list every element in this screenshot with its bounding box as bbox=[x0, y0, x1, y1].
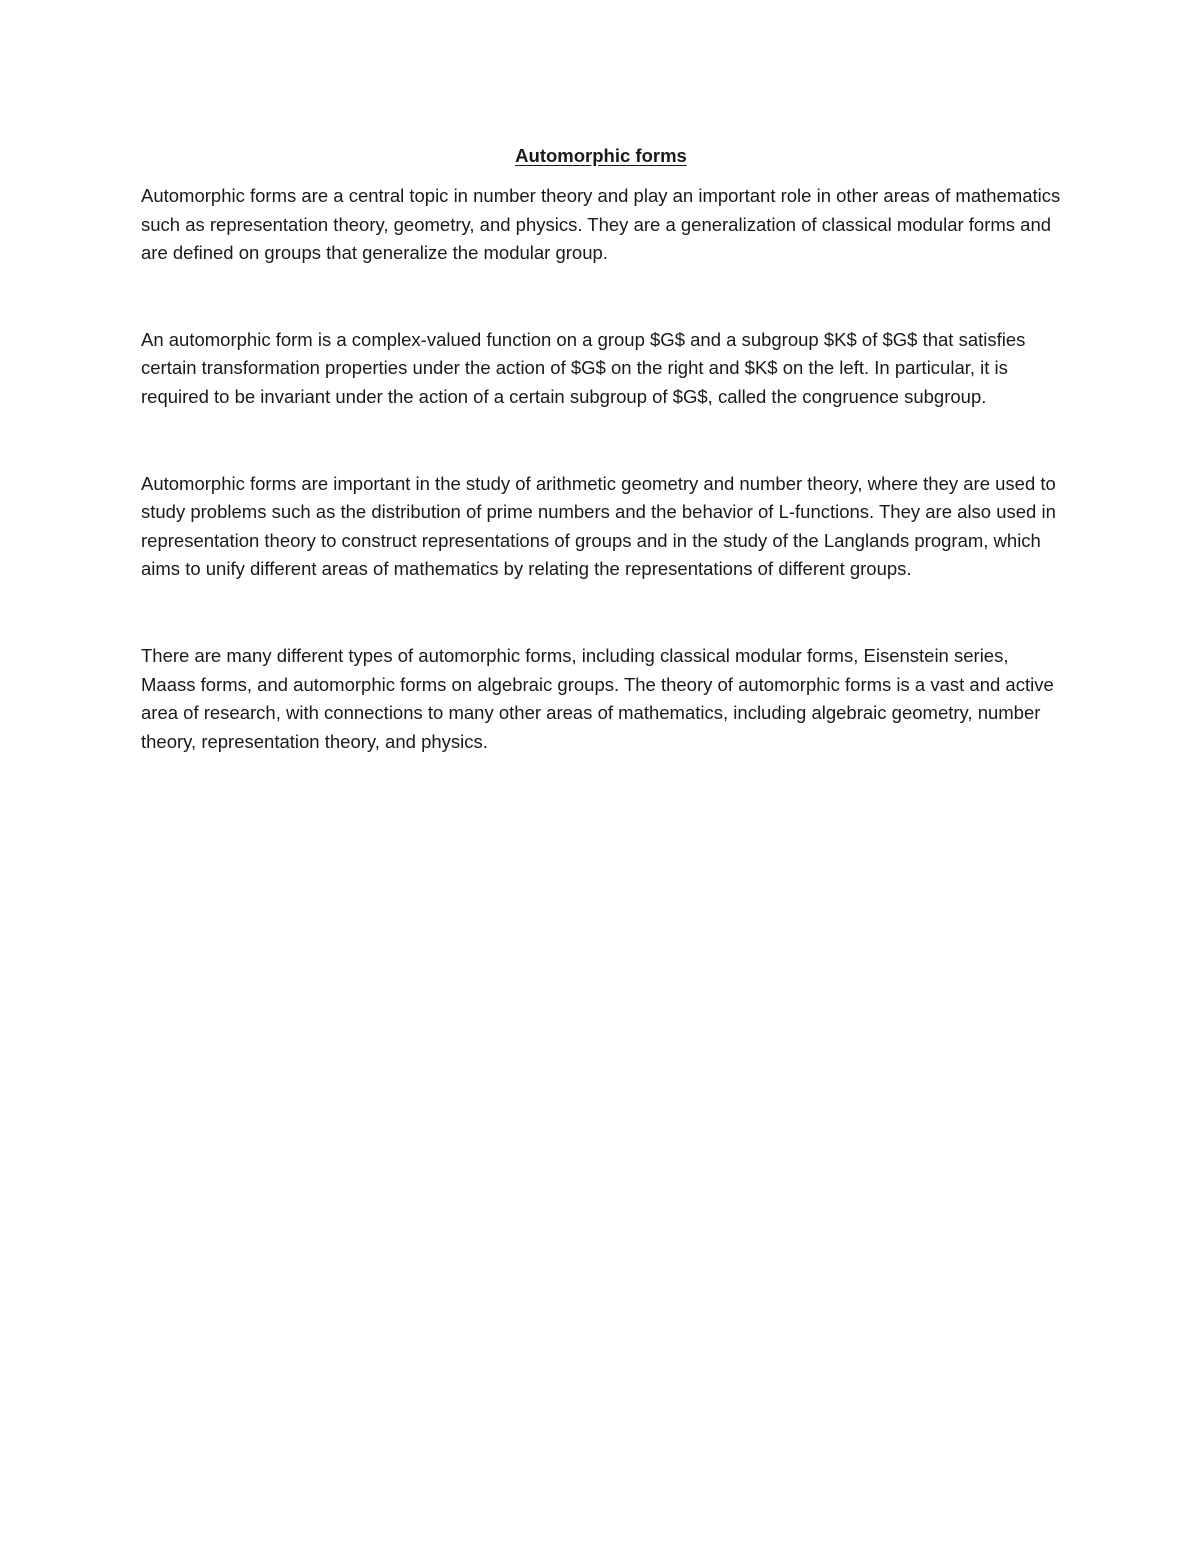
paragraph-types: There are many different types of automorphic forms, including classical modular forms, Eisenstein series, Maass forms, and automorphic forms on algebraic groups. The theory of automorphic forms is a vast and active area of research, with connections to many other areas of mathematics, including algebraic geometry, number theory, representation theory, and physics. bbox=[141, 644, 1054, 752]
paragraph-importance: Automorphic forms are important in the study of arithmetic geometry and number theory, where they are used to study problems such as the distribution of prime numbers and the behavior of L-functions. They are also used in representation theory to construct representations of groups and in the study of the Langlands program, which aims to unify different areas of mathematics by relating the representations of different groups. bbox=[141, 472, 1056, 580]
document-body bbox=[141, 142, 1061, 756]
paragraph-intro: Automorphic forms are a central topic in number theory and play an important role in other areas of mathematics such as representation theory, geometry, and physics. They are a generalization of classical modular forms and are defined on groups that generalize the modular group. bbox=[141, 185, 1061, 264]
paragraph-definition: An automorphic form is a complex-valued function on a group $G$ and a subgroup $K$ of $G$ that satisfies certain transformation properties under the action of $G$ on the right and $K$ on the left. In particular, it is required to be invariant under the action of a certain subgroup of $G$, called the congruence subgroup. bbox=[141, 328, 1026, 407]
document-title: Automorphic forms bbox=[515, 145, 687, 166]
